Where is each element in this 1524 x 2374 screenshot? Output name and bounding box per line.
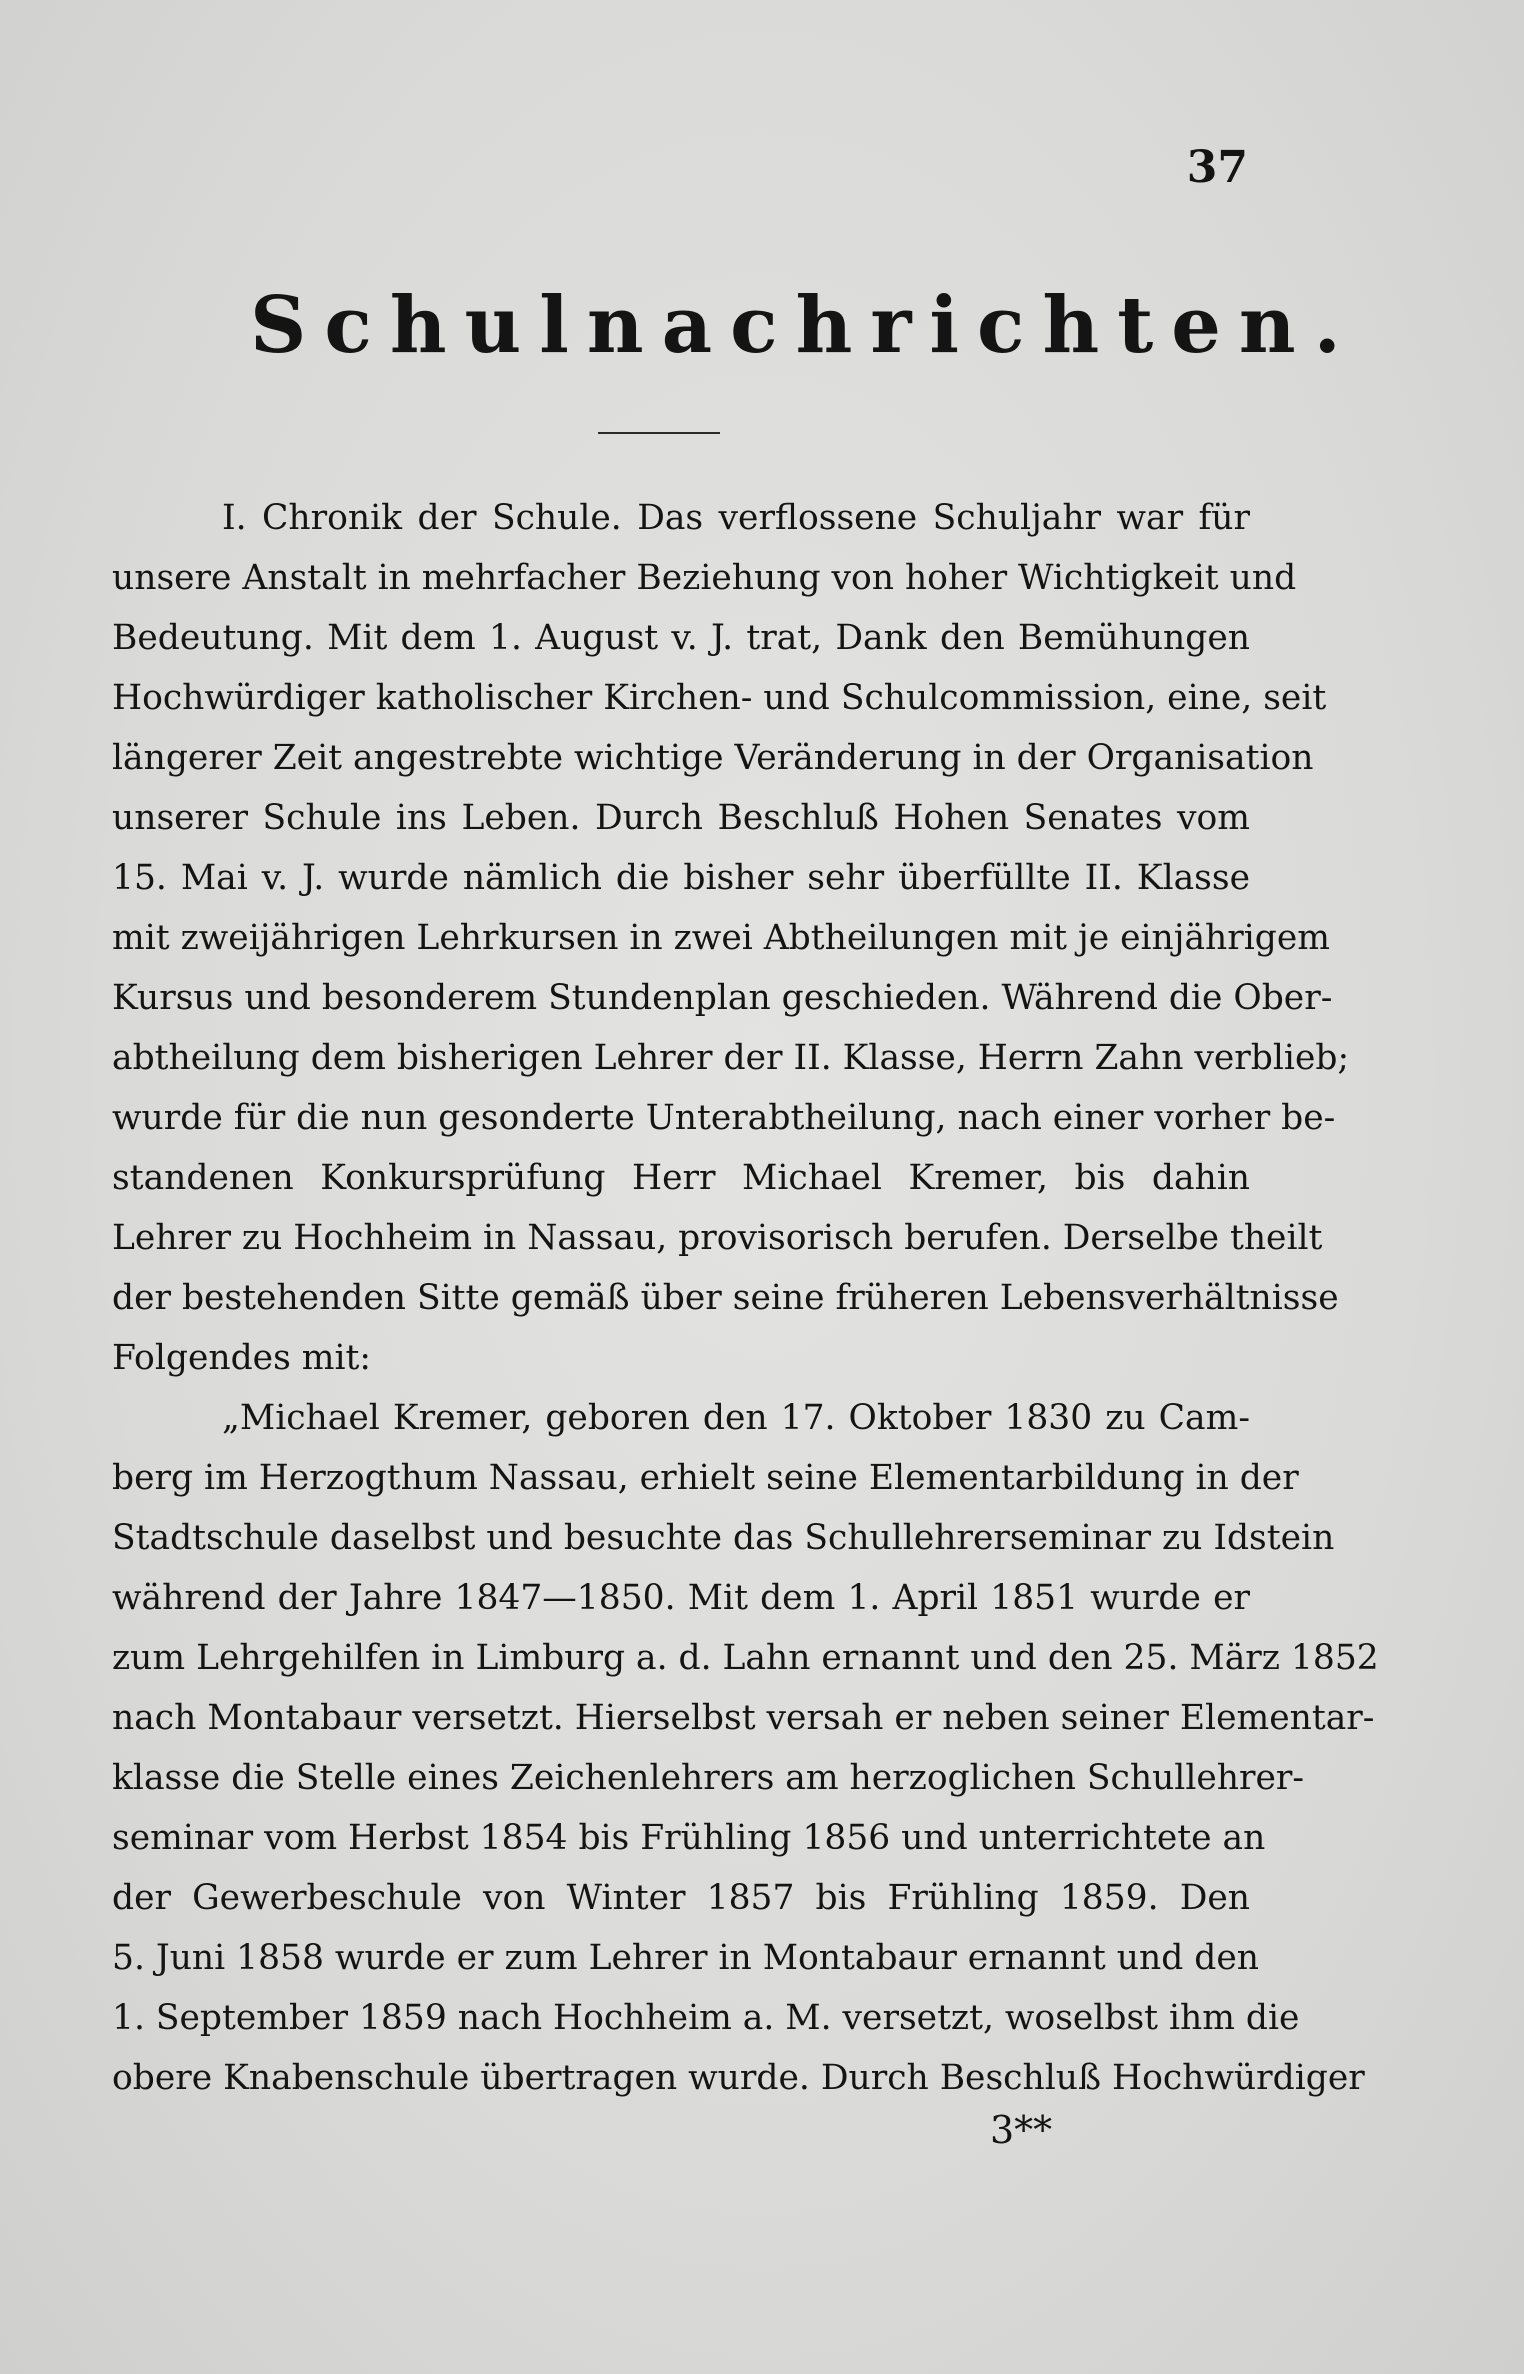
- text-line: wurde für die nun gesonderte Unterabtheilung, nach einer vorher be-: [112, 1098, 1336, 1138]
- body-text: [112, 488, 1379, 2108]
- text-line: obere Knabenschule übertragen wurde. Durch Beschluß Hochwürdiger: [112, 2058, 1365, 2098]
- text-line: Stadtschule daselbst und besuchte das Schullehrerseminar zu Idstein: [112, 1518, 1335, 1558]
- text-line: berg im Herzogthum Nassau, erhielt seine Elementarbildung in der: [112, 1458, 1299, 1498]
- text-line: seminar vom Herbst 1854 bis Frühling 1856 und unterrichtete an: [112, 1818, 1266, 1858]
- text-line: Folgendes mit:: [112, 1338, 371, 1378]
- page-number: 37: [1186, 142, 1248, 193]
- text-line: standenen Konkursprüfung Herr Michael Kremer, bis dahin: [112, 1158, 1250, 1198]
- text-line: klasse die Stelle eines Zeichenlehrers am herzoglichen Schullehrer-: [112, 1758, 1305, 1798]
- text-line: Kursus und besonderem Stundenplan geschieden. Während die Ober-: [112, 978, 1333, 1018]
- text-line: der bestehenden Sitte gemäß über seine früheren Lebensverhältnisse: [112, 1278, 1339, 1318]
- text-line: 5. Juni 1858 wurde er zum Lehrer in Montabaur ernannt und den: [112, 1938, 1259, 1978]
- text-line: „Michael Kremer, geboren den 17. Oktober 1830 zu Cam-: [222, 1398, 1250, 1438]
- text-line: mit zweijährigen Lehrkursen in zwei Abtheilungen mit je einjährigem: [112, 918, 1330, 958]
- text-line: längerer Zeit angestrebte wichtige Veränderung in der Organisation: [112, 738, 1314, 778]
- text-line: 1. September 1859 nach Hochheim a. M. versetzt, woselbst ihm die: [112, 1998, 1300, 2038]
- text-line: zum Lehrgehilfen in Limburg a. d. Lahn ernannt und den 25. März 1852: [112, 1638, 1379, 1678]
- text-line: I. Chronik der Schule. Das verflossene Schuljahr war für: [222, 498, 1250, 538]
- text-line: nach Montabaur versetzt. Hierselbst versah er neben seiner Elementar-: [112, 1698, 1375, 1738]
- text-line: Lehrer zu Hochheim in Nassau, provisorisch berufen. Derselbe theilt: [112, 1218, 1323, 1258]
- text-line: Hochwürdiger katholischer Kirchen- und Schulcommission, eine, seit: [112, 678, 1327, 718]
- text-line: unserer Schule ins Leben. Durch Beschluß Hohen Senates vom: [112, 798, 1250, 838]
- text-line: abtheilung dem bisherigen Lehrer der II. Klasse, Herrn Zahn verblieb;: [112, 1038, 1350, 1078]
- page-title: Schulnachrichten.: [250, 280, 1359, 371]
- text-line: Bedeutung. Mit dem 1. August v. J. trat, Dank den Bemühungen: [112, 618, 1250, 658]
- title-divider: [598, 432, 720, 434]
- text-line: der Gewerbeschule von Winter 1857 bis Frühling 1859. Den: [112, 1878, 1250, 1918]
- text-line: unsere Anstalt in mehrfacher Beziehung von hoher Wichtigkeit und: [112, 558, 1297, 598]
- text-line: während der Jahre 1847—1850. Mit dem 1. April 1851 wurde er: [112, 1578, 1250, 1618]
- signature-mark: 3**: [990, 2108, 1053, 2152]
- text-line: 15. Mai v. J. wurde nämlich die bisher sehr überfüllte II. Klasse: [112, 858, 1250, 898]
